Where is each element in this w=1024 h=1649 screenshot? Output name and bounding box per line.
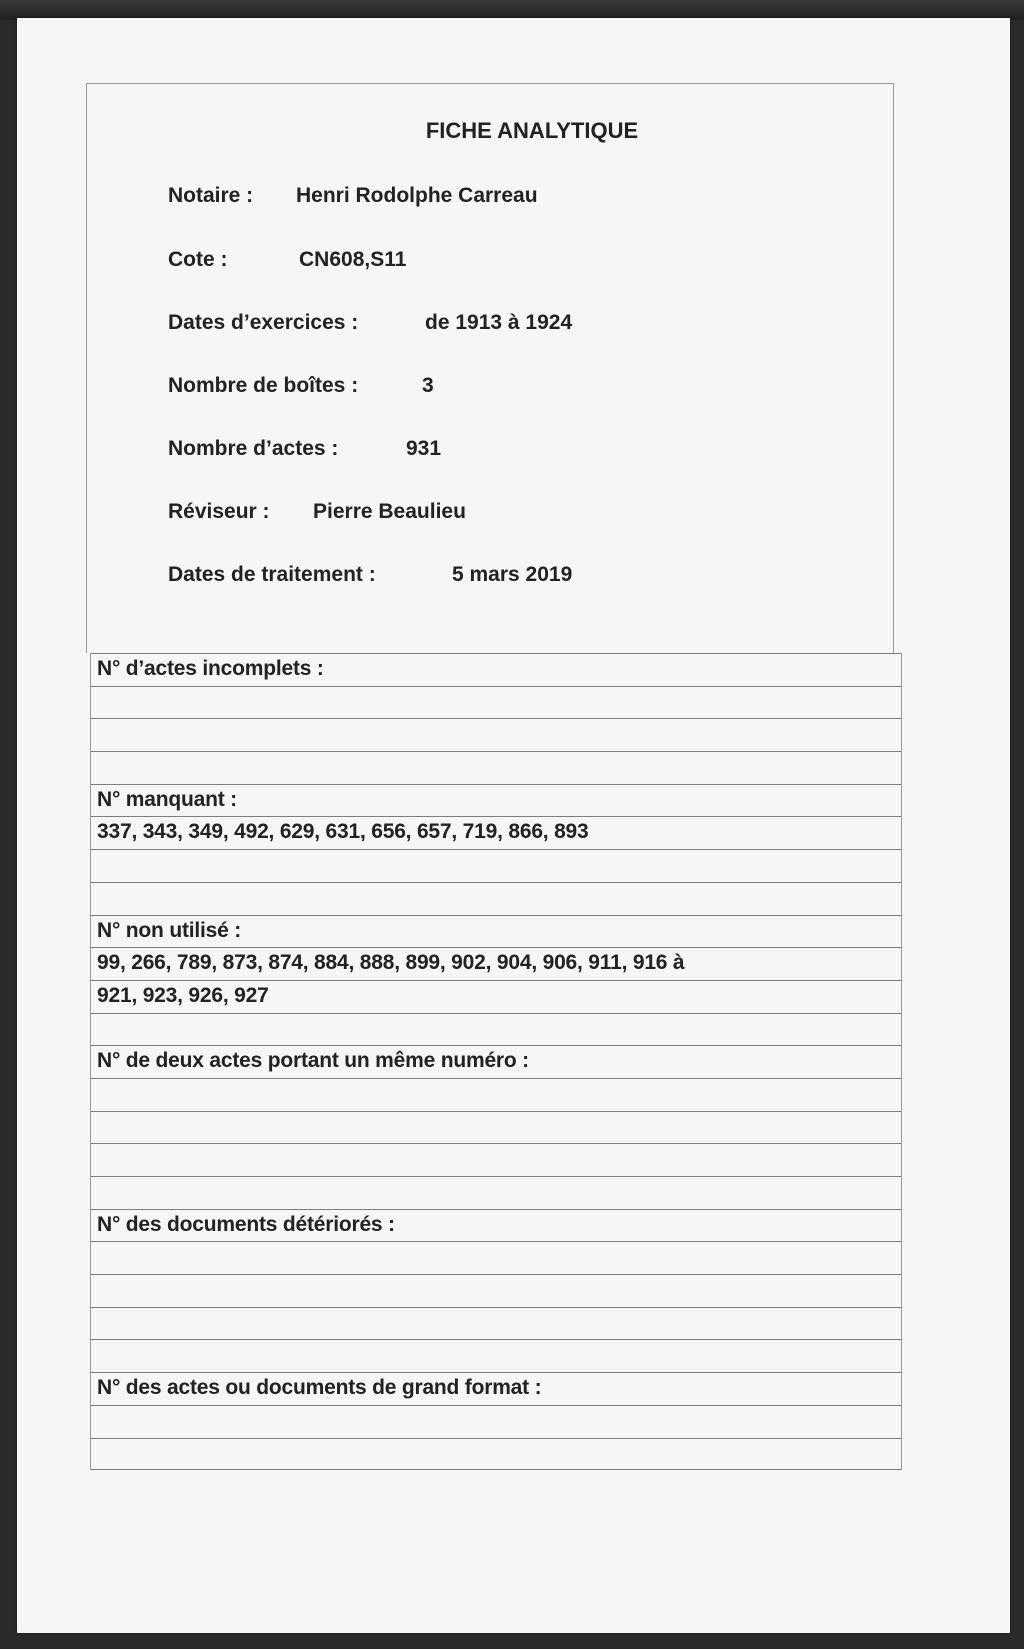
blank-line — [91, 686, 901, 719]
blank-line — [91, 849, 901, 882]
manquant-list-line: 337, 343, 349, 492, 629, 631, 656, 657, 719, 866, 893 — [91, 816, 901, 849]
blank-line — [91, 1111, 901, 1144]
section-non-utilise-label: N° non utilisé : — [91, 915, 901, 948]
field-nombre-boites — [168, 374, 434, 398]
blank-line — [91, 1307, 901, 1340]
scan-backdrop — [0, 0, 1024, 20]
field-cote — [168, 248, 407, 272]
blank-line — [91, 1078, 901, 1111]
field-notaire — [168, 184, 538, 208]
field-label: Réviseur : — [168, 500, 270, 523]
field-value: Henri Rodolphe Carreau — [296, 184, 538, 207]
field-label: Nombre d’actes : — [168, 437, 339, 460]
blank-line — [91, 1176, 901, 1209]
field-value: CN608,S11 — [299, 248, 407, 271]
blank-line — [91, 1241, 901, 1274]
field-label: Nombre de boîtes : — [168, 374, 359, 397]
field-value: 5 mars 2019 — [452, 563, 573, 586]
field-reviseur — [168, 500, 466, 524]
section-grand-format-label: N° des actes ou documents de grand format : — [91, 1372, 901, 1405]
field-value: 3 — [422, 374, 434, 397]
field-value: 931 — [406, 437, 442, 460]
blank-line — [91, 1013, 901, 1046]
blank-line — [91, 718, 901, 751]
field-label: Notaire : — [168, 184, 254, 207]
blank-line — [91, 751, 901, 784]
section-incomplets-label: N° d’actes incomplets : — [91, 653, 901, 686]
non-utilise-list-line: 99, 266, 789, 873, 874, 884, 888, 899, 902, 904, 906, 911, 916 à — [91, 947, 901, 980]
field-label: Cote : — [168, 248, 228, 271]
blank-line — [91, 1339, 901, 1372]
field-dates-traitement — [168, 563, 573, 587]
blank-line — [91, 1438, 901, 1471]
section-deux-actes-label: N° de deux actes portant un même numéro : — [91, 1045, 901, 1078]
ruled-table — [90, 653, 902, 1470]
field-label: Dates d’exercices : — [168, 311, 359, 334]
document-title: FICHE ANALYTIQUE — [425, 118, 639, 143]
field-nombre-actes — [168, 437, 442, 461]
section-manquant-label: N° manquant : — [91, 784, 901, 817]
blank-line — [91, 1405, 901, 1438]
field-value: de 1913 à 1924 — [425, 311, 573, 334]
field-label: Dates de traitement : — [168, 563, 376, 586]
blank-line — [91, 1143, 901, 1176]
field-dates-exercices — [168, 311, 573, 335]
blank-line — [91, 1274, 901, 1307]
blank-line — [91, 882, 901, 915]
field-value: Pierre Beaulieu — [313, 500, 466, 523]
section-deteriores-label: N° des documents détériorés : — [91, 1209, 901, 1242]
non-utilise-list-line: 921, 923, 926, 927 — [91, 980, 901, 1013]
